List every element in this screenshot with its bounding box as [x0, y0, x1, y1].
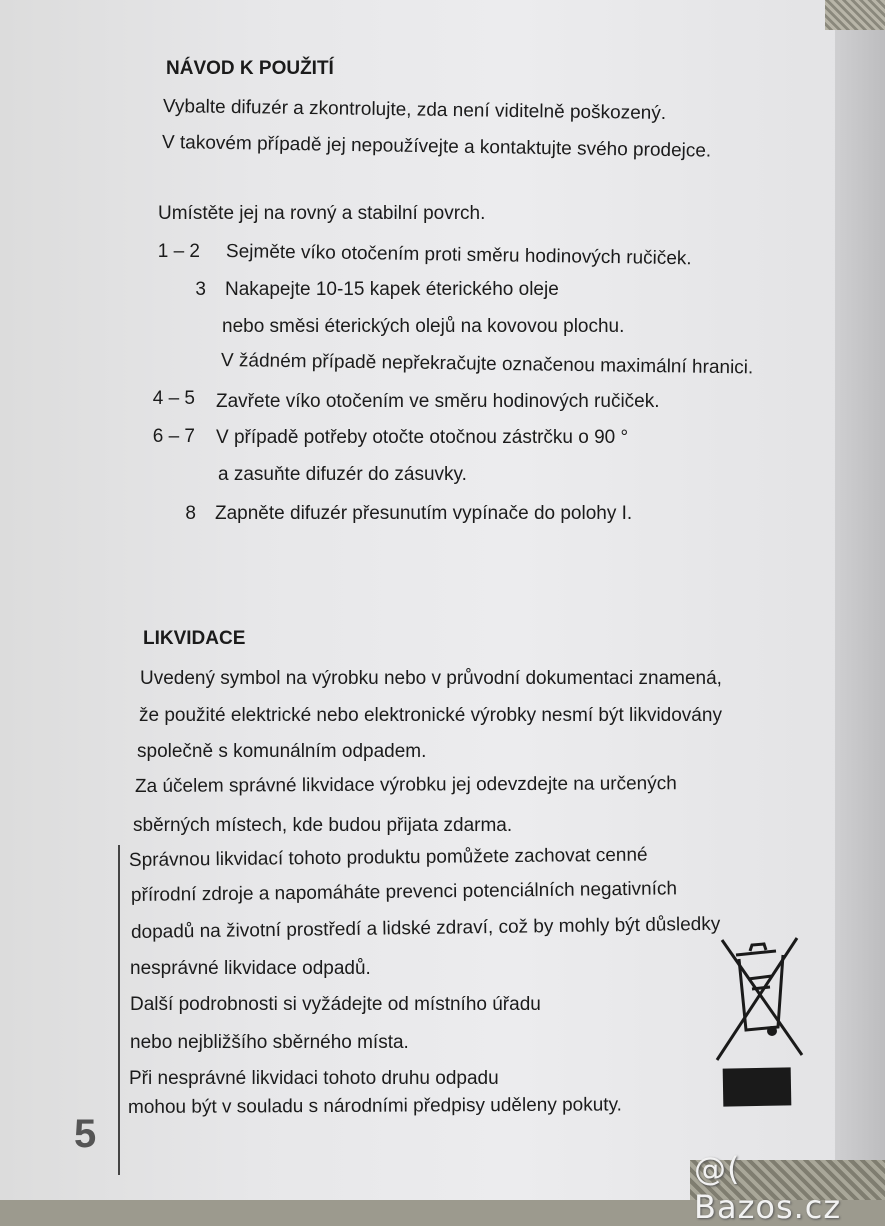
step-line: Nakapejte 10-15 kapek éterického oleje	[225, 279, 559, 300]
disposal-line: Správnou likvidací tohoto produktu pomůžete zachovat cenné	[128, 844, 648, 871]
disposal-line: Za účelem správné likvidace výrobku jej odevzdejte na určených	[134, 773, 677, 797]
disposal-line: nesprávné likvidace odpadů.	[130, 958, 371, 979]
intro-line-1: Vybalte difuzér a zkontrolujte, zda není viditelně poškozený.	[162, 96, 667, 125]
step-line: V žádném případě nepřekračujte označenou maximální hranici.	[220, 350, 754, 379]
step-number: 8	[185, 503, 196, 524]
solid-bar-icon	[723, 1067, 792, 1106]
page-edge	[835, 0, 885, 1160]
step-number: 6 – 7	[152, 426, 195, 447]
instructions-heading: NÁVOD K POUŽITÍ	[166, 58, 334, 79]
disposal-line: přírodní zdroje a napomáháte prevenci potenciálních negativních	[130, 878, 678, 906]
step-line: a zasuňte difuzér do zásuvky.	[218, 464, 467, 485]
crossed-out-wheelie-bin-icon	[712, 935, 807, 1065]
disposal-line: společně s komunálním odpadem.	[137, 741, 427, 762]
step-line: Sejměte víko otočením proti směru hodinových ručiček.	[225, 241, 692, 270]
step-line: nebo směsi éterických olejů na kovovou plochu.	[222, 316, 625, 337]
disposal-line: mohou být v souladu s národními předpisy uděleny pokuty.	[127, 1094, 622, 1118]
intro-line-2: V takovém případě jej nepoužívejte a kontaktujte svého prodejce.	[161, 132, 712, 162]
disposal-line: Další podrobnosti si vyžádejte od místního úřadu	[130, 994, 541, 1015]
step-number: 1 – 2	[157, 241, 200, 262]
watermark: @( Bazos.cz	[694, 1150, 842, 1226]
step-number: 4 – 5	[152, 388, 195, 409]
disposal-line: nebo nejbližšího sběrného místa.	[130, 1032, 409, 1053]
placement-text: Umístěte jej na rovný a stabilní povrch.	[158, 203, 486, 224]
disposal-heading: LIKVIDACE	[143, 628, 246, 649]
step-number: 3	[195, 279, 206, 300]
step-line: Zavřete víko otočením ve směru hodinových ručiček.	[216, 391, 660, 412]
margin-line	[118, 845, 120, 1175]
page-number: 5	[74, 1112, 97, 1156]
disposal-line: Při nesprávné likvidaci tohoto druhu odpadu	[129, 1068, 499, 1089]
disposal-line: že použité elektrické nebo elektronické výrobky nesmí být likvidovány	[139, 705, 722, 726]
disposal-line: Uvedený symbol na výrobku nebo v průvodní dokumentaci znamená,	[140, 668, 722, 689]
disposal-line: dopadů na životní prostředí a lidské zdraví, což by mohly být důsledky	[130, 913, 721, 943]
disposal-line: sběrných místech, kde budou přijata zdarma.	[133, 815, 513, 836]
step-line: V případě potřeby otočte otočnou zástrčku o 90 °	[216, 427, 629, 448]
background-pattern	[825, 0, 885, 30]
step-line: Zapněte difuzér přesunutím vypínače do polohy I.	[215, 503, 633, 524]
